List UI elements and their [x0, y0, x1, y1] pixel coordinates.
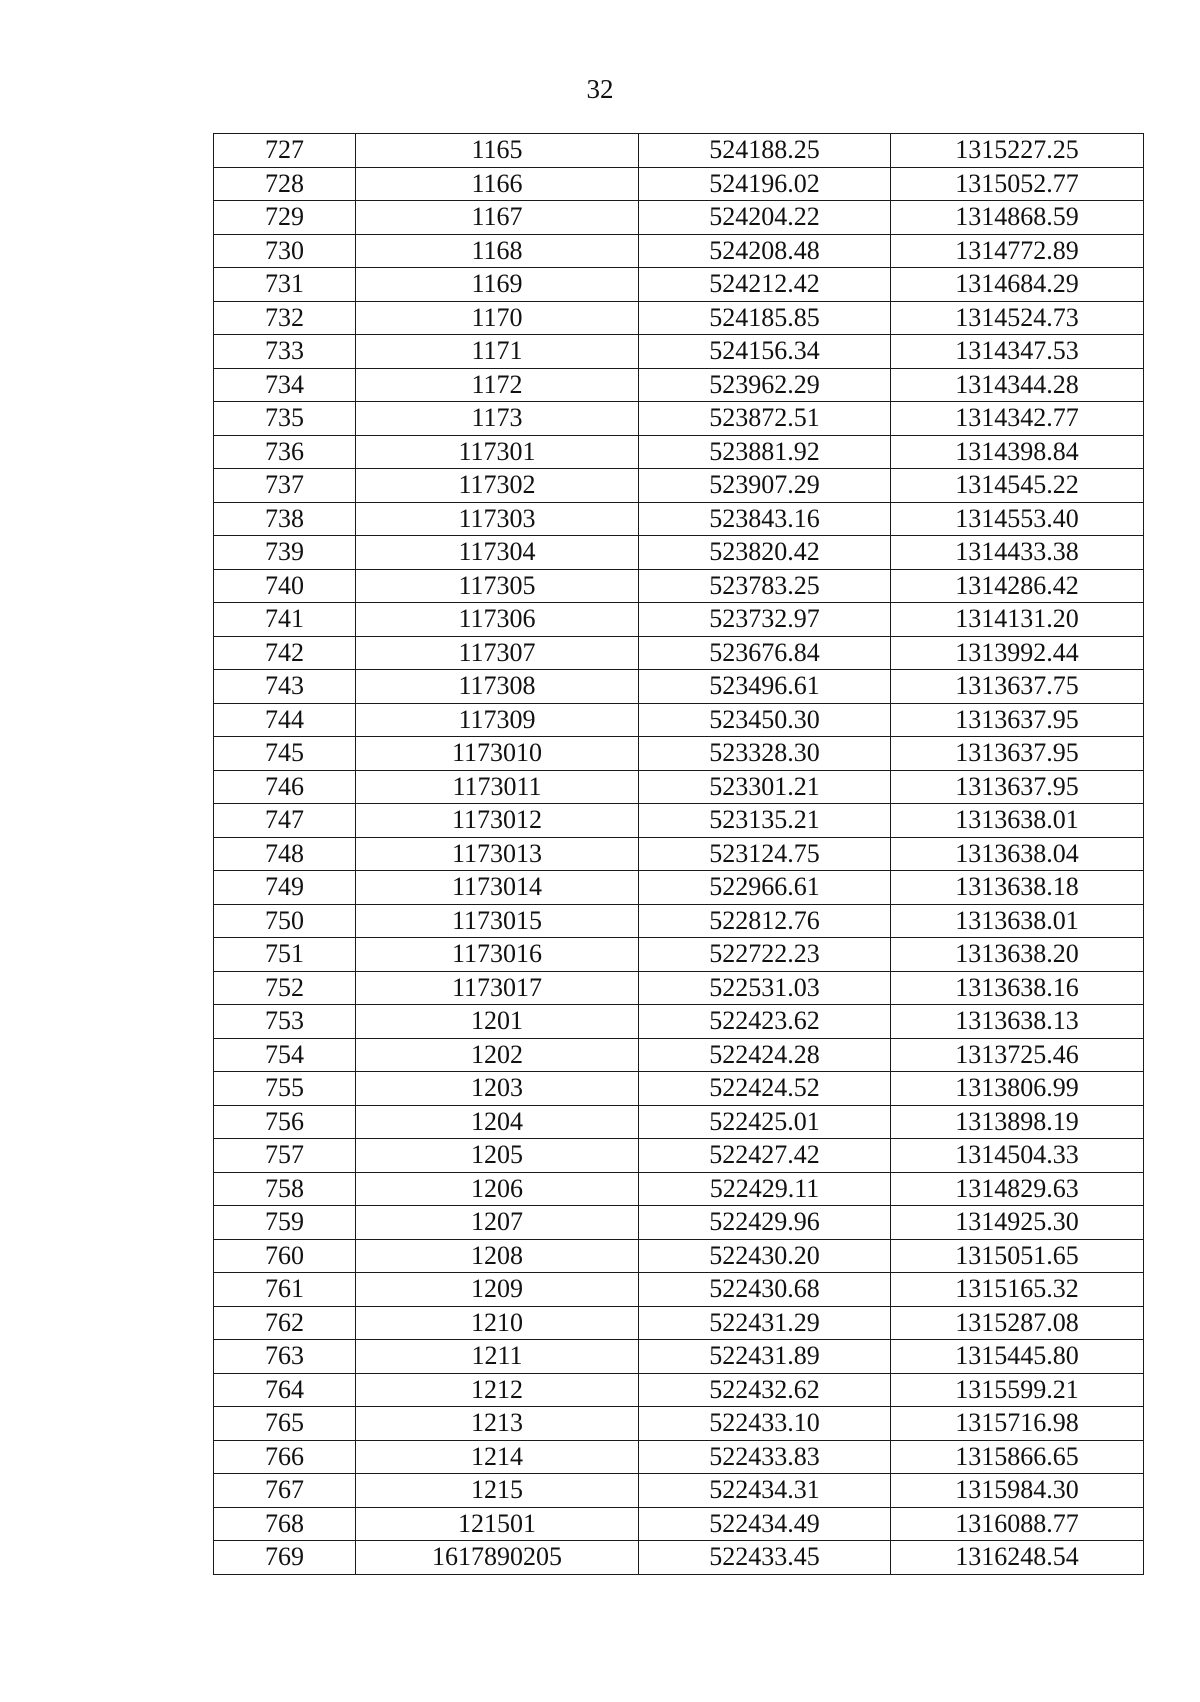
y-coordinate-cell: 1315866.65 [891, 1440, 1144, 1474]
x-coordinate-cell: 523783.25 [639, 569, 891, 603]
x-coordinate-cell: 522433.83 [639, 1440, 891, 1474]
point-id-cell: 1205 [356, 1139, 639, 1173]
row-number-cell: 768 [214, 1507, 356, 1541]
point-id-cell: 1213 [356, 1407, 639, 1441]
y-coordinate-cell: 1313638.04 [891, 837, 1144, 871]
table-row [214, 1507, 1144, 1541]
y-coordinate-cell: 1315227.25 [891, 134, 1144, 168]
y-coordinate-cell: 1315051.65 [891, 1239, 1144, 1273]
y-coordinate-cell: 1313806.99 [891, 1072, 1144, 1106]
y-coordinate-cell: 1314504.33 [891, 1139, 1144, 1173]
row-number-cell: 755 [214, 1072, 356, 1106]
row-number-cell: 765 [214, 1407, 356, 1441]
coordinates-table [213, 133, 1144, 1575]
row-number-cell: 739 [214, 536, 356, 570]
row-number-cell: 757 [214, 1139, 356, 1173]
y-coordinate-cell: 1313638.01 [891, 904, 1144, 938]
table-row [214, 1206, 1144, 1240]
y-coordinate-cell: 1315599.21 [891, 1373, 1144, 1407]
row-number-cell: 759 [214, 1206, 356, 1240]
point-id-cell: 1168 [356, 234, 639, 268]
y-coordinate-cell: 1314829.63 [891, 1172, 1144, 1206]
x-coordinate-cell: 523820.42 [639, 536, 891, 570]
point-id-cell: 1204 [356, 1105, 639, 1139]
y-coordinate-cell: 1314684.29 [891, 268, 1144, 302]
row-number-cell: 735 [214, 402, 356, 436]
row-number-cell: 736 [214, 435, 356, 469]
x-coordinate-cell: 522434.49 [639, 1507, 891, 1541]
y-coordinate-cell: 1314342.77 [891, 402, 1144, 436]
x-coordinate-cell: 522427.42 [639, 1139, 891, 1173]
row-number-cell: 738 [214, 502, 356, 536]
x-coordinate-cell: 522424.28 [639, 1038, 891, 1072]
y-coordinate-cell: 1314925.30 [891, 1206, 1144, 1240]
x-coordinate-cell: 522423.62 [639, 1005, 891, 1039]
row-number-cell: 727 [214, 134, 356, 168]
y-coordinate-cell: 1313638.16 [891, 971, 1144, 1005]
x-coordinate-cell: 522430.20 [639, 1239, 891, 1273]
point-id-cell: 1207 [356, 1206, 639, 1240]
x-coordinate-cell: 523135.21 [639, 804, 891, 838]
y-coordinate-cell: 1314286.42 [891, 569, 1144, 603]
table-row [214, 469, 1144, 503]
table-row [214, 1440, 1144, 1474]
x-coordinate-cell: 522434.31 [639, 1474, 891, 1508]
point-id-cell: 1215 [356, 1474, 639, 1508]
point-id-cell: 117302 [356, 469, 639, 503]
y-coordinate-cell: 1313638.18 [891, 871, 1144, 905]
table-row [214, 502, 1144, 536]
point-id-cell: 1617890205 [356, 1541, 639, 1575]
y-coordinate-cell: 1313898.19 [891, 1105, 1144, 1139]
x-coordinate-cell: 522812.76 [639, 904, 891, 938]
table-row [214, 536, 1144, 570]
row-number-cell: 742 [214, 636, 356, 670]
y-coordinate-cell: 1315052.77 [891, 167, 1144, 201]
point-id-cell: 1209 [356, 1273, 639, 1307]
point-id-cell: 1173014 [356, 871, 639, 905]
y-coordinate-cell: 1314868.59 [891, 201, 1144, 235]
x-coordinate-cell: 523843.16 [639, 502, 891, 536]
row-number-cell: 731 [214, 268, 356, 302]
point-id-cell: 1167 [356, 201, 639, 235]
table-row [214, 904, 1144, 938]
row-number-cell: 760 [214, 1239, 356, 1273]
y-coordinate-cell: 1313725.46 [891, 1038, 1144, 1072]
table-row [214, 268, 1144, 302]
x-coordinate-cell: 522429.11 [639, 1172, 891, 1206]
y-coordinate-cell: 1313637.95 [891, 737, 1144, 771]
x-coordinate-cell: 522424.52 [639, 1072, 891, 1106]
y-coordinate-cell: 1314131.20 [891, 603, 1144, 637]
row-number-cell: 729 [214, 201, 356, 235]
point-id-cell: 1212 [356, 1373, 639, 1407]
x-coordinate-cell: 523907.29 [639, 469, 891, 503]
table-row [214, 1474, 1144, 1508]
point-id-cell: 1170 [356, 301, 639, 335]
y-coordinate-cell: 1315716.98 [891, 1407, 1144, 1441]
row-number-cell: 734 [214, 368, 356, 402]
point-id-cell: 1165 [356, 134, 639, 168]
row-number-cell: 728 [214, 167, 356, 201]
table-row [214, 804, 1144, 838]
coordinates-table-container [213, 133, 1144, 1575]
row-number-cell: 750 [214, 904, 356, 938]
table-row [214, 1306, 1144, 1340]
x-coordinate-cell: 523450.30 [639, 703, 891, 737]
table-row [214, 1005, 1144, 1039]
row-number-cell: 744 [214, 703, 356, 737]
x-coordinate-cell: 522431.29 [639, 1306, 891, 1340]
point-id-cell: 117306 [356, 603, 639, 637]
x-coordinate-cell: 523872.51 [639, 402, 891, 436]
table-row [214, 971, 1144, 1005]
x-coordinate-cell: 522433.45 [639, 1541, 891, 1575]
point-id-cell: 117308 [356, 670, 639, 704]
x-coordinate-cell: 523732.97 [639, 603, 891, 637]
point-id-cell: 1173012 [356, 804, 639, 838]
row-number-cell: 754 [214, 1038, 356, 1072]
point-id-cell: 1214 [356, 1440, 639, 1474]
row-number-cell: 763 [214, 1340, 356, 1374]
point-id-cell: 1173016 [356, 938, 639, 972]
x-coordinate-cell: 522429.96 [639, 1206, 891, 1240]
x-coordinate-cell: 524156.34 [639, 335, 891, 369]
x-coordinate-cell: 524212.42 [639, 268, 891, 302]
point-id-cell: 1173011 [356, 770, 639, 804]
y-coordinate-cell: 1314545.22 [891, 469, 1144, 503]
point-id-cell: 1173017 [356, 971, 639, 1005]
table-row [214, 435, 1144, 469]
x-coordinate-cell: 522531.03 [639, 971, 891, 1005]
x-coordinate-cell: 523124.75 [639, 837, 891, 871]
point-id-cell: 117305 [356, 569, 639, 603]
table-row [214, 201, 1144, 235]
row-number-cell: 740 [214, 569, 356, 603]
x-coordinate-cell: 522432.62 [639, 1373, 891, 1407]
x-coordinate-cell: 524188.25 [639, 134, 891, 168]
table-row [214, 837, 1144, 871]
table-row [214, 1373, 1144, 1407]
row-number-cell: 741 [214, 603, 356, 637]
row-number-cell: 730 [214, 234, 356, 268]
x-coordinate-cell: 523962.29 [639, 368, 891, 402]
row-number-cell: 743 [214, 670, 356, 704]
row-number-cell: 761 [214, 1273, 356, 1307]
table-row [214, 335, 1144, 369]
coordinates-table-body [214, 134, 1144, 1575]
point-id-cell: 1202 [356, 1038, 639, 1072]
point-id-cell: 1173013 [356, 837, 639, 871]
table-row [214, 1105, 1144, 1139]
point-id-cell: 1173 [356, 402, 639, 436]
row-number-cell: 747 [214, 804, 356, 838]
row-number-cell: 745 [214, 737, 356, 771]
row-number-cell: 767 [214, 1474, 356, 1508]
point-id-cell: 117301 [356, 435, 639, 469]
x-coordinate-cell: 523328.30 [639, 737, 891, 771]
x-coordinate-cell: 522430.68 [639, 1273, 891, 1307]
y-coordinate-cell: 1313637.75 [891, 670, 1144, 704]
table-row [214, 603, 1144, 637]
table-row [214, 636, 1144, 670]
y-coordinate-cell: 1314772.89 [891, 234, 1144, 268]
y-coordinate-cell: 1314524.73 [891, 301, 1144, 335]
point-id-cell: 117304 [356, 536, 639, 570]
y-coordinate-cell: 1314344.28 [891, 368, 1144, 402]
row-number-cell: 748 [214, 837, 356, 871]
row-number-cell: 732 [214, 301, 356, 335]
point-id-cell: 1171 [356, 335, 639, 369]
point-id-cell: 1206 [356, 1172, 639, 1206]
y-coordinate-cell: 1313638.20 [891, 938, 1144, 972]
x-coordinate-cell: 523496.61 [639, 670, 891, 704]
table-row [214, 670, 1144, 704]
point-id-cell: 1211 [356, 1340, 639, 1374]
x-coordinate-cell: 522433.10 [639, 1407, 891, 1441]
x-coordinate-cell: 524204.22 [639, 201, 891, 235]
table-row [214, 1172, 1144, 1206]
table-row [214, 871, 1144, 905]
x-coordinate-cell: 522425.01 [639, 1105, 891, 1139]
point-id-cell: 117309 [356, 703, 639, 737]
point-id-cell: 1210 [356, 1306, 639, 1340]
row-number-cell: 766 [214, 1440, 356, 1474]
x-coordinate-cell: 522966.61 [639, 871, 891, 905]
row-number-cell: 749 [214, 871, 356, 905]
y-coordinate-cell: 1313638.01 [891, 804, 1144, 838]
x-coordinate-cell: 523301.21 [639, 770, 891, 804]
row-number-cell: 746 [214, 770, 356, 804]
table-row [214, 301, 1144, 335]
table-row [214, 1038, 1144, 1072]
y-coordinate-cell: 1315984.30 [891, 1474, 1144, 1508]
row-number-cell: 762 [214, 1306, 356, 1340]
x-coordinate-cell: 522722.23 [639, 938, 891, 972]
y-coordinate-cell: 1314553.40 [891, 502, 1144, 536]
table-row [214, 368, 1144, 402]
table-row [214, 402, 1144, 436]
x-coordinate-cell: 523881.92 [639, 435, 891, 469]
row-number-cell: 769 [214, 1541, 356, 1575]
table-row [214, 234, 1144, 268]
table-row [214, 1072, 1144, 1106]
table-row [214, 938, 1144, 972]
point-id-cell: 1173010 [356, 737, 639, 771]
point-id-cell: 1208 [356, 1239, 639, 1273]
row-number-cell: 758 [214, 1172, 356, 1206]
table-row [214, 770, 1144, 804]
row-number-cell: 752 [214, 971, 356, 1005]
row-number-cell: 764 [214, 1373, 356, 1407]
table-row [214, 569, 1144, 603]
table-row [214, 703, 1144, 737]
x-coordinate-cell: 524196.02 [639, 167, 891, 201]
point-id-cell: 121501 [356, 1507, 639, 1541]
y-coordinate-cell: 1315165.32 [891, 1273, 1144, 1307]
y-coordinate-cell: 1313637.95 [891, 770, 1144, 804]
x-coordinate-cell: 524208.48 [639, 234, 891, 268]
point-id-cell: 1203 [356, 1072, 639, 1106]
x-coordinate-cell: 523676.84 [639, 636, 891, 670]
point-id-cell: 1166 [356, 167, 639, 201]
row-number-cell: 733 [214, 335, 356, 369]
point-id-cell: 1201 [356, 1005, 639, 1039]
point-id-cell: 1172 [356, 368, 639, 402]
table-row [214, 134, 1144, 168]
row-number-cell: 737 [214, 469, 356, 503]
table-row [214, 1239, 1144, 1273]
y-coordinate-cell: 1314398.84 [891, 435, 1144, 469]
page-number: 32 [586, 74, 614, 104]
y-coordinate-cell: 1314347.53 [891, 335, 1144, 369]
y-coordinate-cell: 1315445.80 [891, 1340, 1144, 1374]
y-coordinate-cell: 1314433.38 [891, 536, 1144, 570]
table-row [214, 1273, 1144, 1307]
table-row [214, 1407, 1144, 1441]
table-row [214, 1139, 1144, 1173]
point-id-cell: 117303 [356, 502, 639, 536]
table-row [214, 1340, 1144, 1374]
table-row [214, 737, 1144, 771]
y-coordinate-cell: 1316088.77 [891, 1507, 1144, 1541]
y-coordinate-cell: 1316248.54 [891, 1541, 1144, 1575]
table-row [214, 1541, 1144, 1575]
y-coordinate-cell: 1313638.13 [891, 1005, 1144, 1039]
point-id-cell: 117307 [356, 636, 639, 670]
row-number-cell: 751 [214, 938, 356, 972]
table-row [214, 167, 1144, 201]
point-id-cell: 1169 [356, 268, 639, 302]
y-coordinate-cell: 1313637.95 [891, 703, 1144, 737]
row-number-cell: 753 [214, 1005, 356, 1039]
point-id-cell: 1173015 [356, 904, 639, 938]
y-coordinate-cell: 1313992.44 [891, 636, 1144, 670]
row-number-cell: 756 [214, 1105, 356, 1139]
x-coordinate-cell: 524185.85 [639, 301, 891, 335]
y-coordinate-cell: 1315287.08 [891, 1306, 1144, 1340]
x-coordinate-cell: 522431.89 [639, 1340, 891, 1374]
